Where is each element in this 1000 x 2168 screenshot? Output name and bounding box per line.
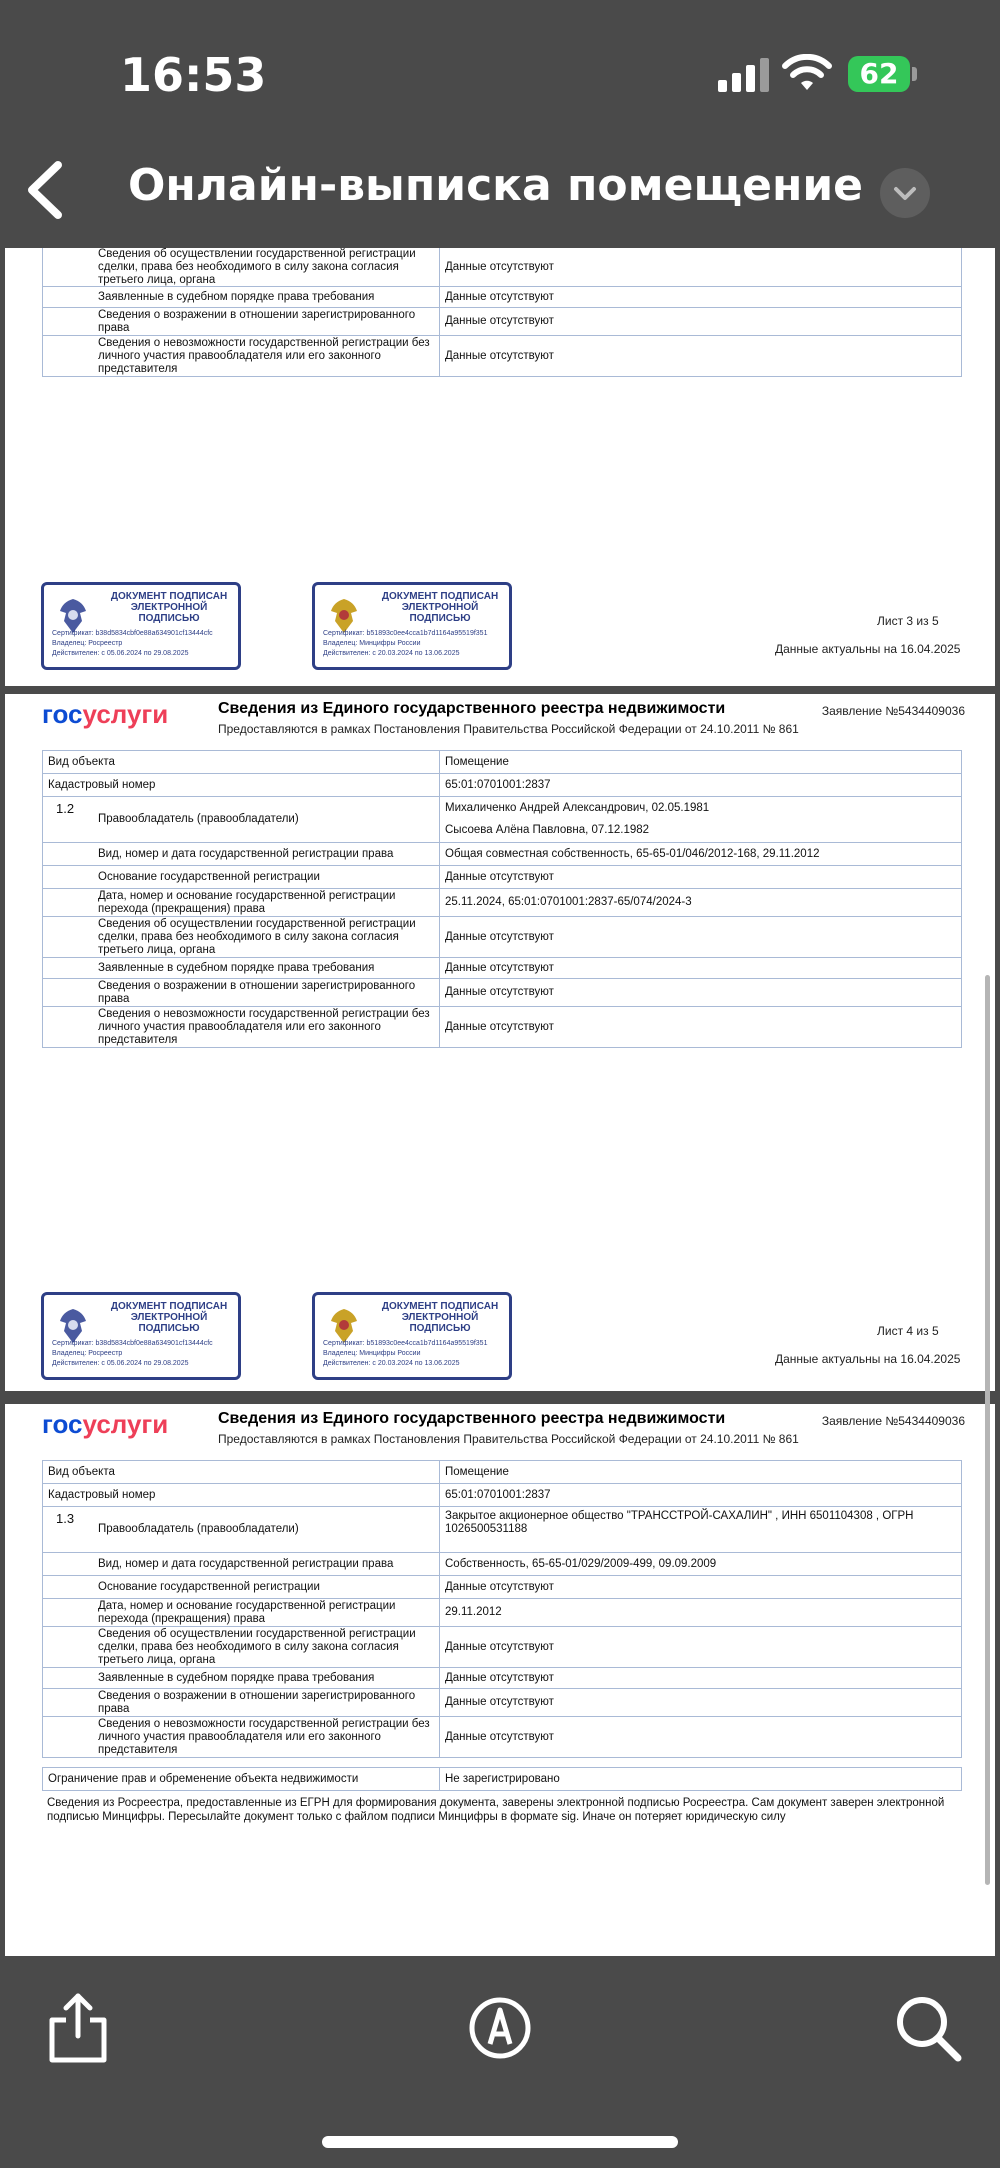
table-row <box>42 1575 962 1599</box>
section-number: 1.2 <box>56 801 75 816</box>
row-value: Данные отсутствуют <box>439 1627 961 1667</box>
stamp-title: ДОКУМЕНТ ПОДПИСАН ЭЛЕКТРОННОЙ ПОДПИСЬЮ <box>110 1301 228 1334</box>
data-actual-date: Данные актуальны на 16.04.2025 <box>775 642 961 656</box>
row-label: Вид объекта <box>48 755 115 768</box>
signature-stamp-rosreestr <box>41 582 241 670</box>
application-number: Заявление №5434409036 <box>821 1414 965 1428</box>
home-indicator[interactable] <box>322 2136 678 2148</box>
row-value: Данные отсутствуют <box>439 287 961 307</box>
status-time: 16:53 <box>120 48 267 102</box>
row-value: 29.11.2012 <box>439 1599 961 1626</box>
stamp-title: ДОКУМЕНТ ПОДПИСАН ЭЛЕКТРОННОЙ ПОДПИСЬЮ <box>381 591 499 624</box>
stamp-title: ДОКУМЕНТ ПОДПИСАН ЭЛЕКТРОННОЙ ПОДПИСЬЮ <box>110 591 228 624</box>
row-label: Сведения о возражении в отношении зарегистрированного права <box>98 308 416 334</box>
markup-icon[interactable] <box>460 1988 540 2068</box>
row-value: 25.11.2024, 65:01:0701001:2837-65/074/2024-3 <box>439 889 961 916</box>
row-value: Данные отсутствуют <box>439 866 961 888</box>
doc-header-subtitle: Предоставляются в рамках Постановления Правительства Российской Федерации от 24.10.2011 № 861 <box>218 1432 799 1446</box>
table-row <box>42 1006 962 1048</box>
row-value: Закрытое акционерное общество "ТРАНССТРОЙ-САХАЛИН" , ИНН 6501104308 , ОГРН 1026500531188 <box>439 1507 961 1552</box>
stamp-owner: Владелец: Минцифры России <box>323 640 421 647</box>
row-value: Помещение <box>439 1461 961 1483</box>
table-row <box>42 1667 962 1689</box>
row-label: Сведения о невозможности государственной регистрации без личного участия правообладателя или его законного представителя <box>98 336 430 375</box>
table-row <box>42 307 962 336</box>
doc-header-title: Сведения из Единого государственного реестра недвижимости <box>218 700 726 717</box>
table-row <box>42 286 962 308</box>
share-icon[interactable] <box>38 1988 118 2068</box>
doc-header-title: Сведения из Единого государственного реестра недвижимости <box>218 1410 726 1427</box>
row-label: Вид объекта <box>48 1465 115 1478</box>
battery-cap <box>912 67 917 81</box>
row-label: Сведения о невозможности государственной регистрации без личного участия правообладателя или его законного представителя <box>98 1007 430 1046</box>
row-label: Сведения о невозможности государственной регистрации без личного участия правообладателя или его законного представителя <box>98 1717 430 1756</box>
stamp-owner: Владелец: Минцифры России <box>323 1350 421 1357</box>
application-number: Заявление №5434409036 <box>821 704 965 718</box>
row-label: Заявленные в судебном порядке права требования <box>98 290 375 303</box>
section-number-column <box>42 796 93 1048</box>
document-page-5 <box>5 1404 995 1956</box>
row-label: Сведения о возражении в отношении зарегистрированного права <box>98 1689 416 1715</box>
owner-name: Михаличенко Андрей Александрович, 02.05.1981 <box>445 801 710 814</box>
table-row <box>42 842 962 866</box>
table-row <box>42 1767 962 1791</box>
table-row <box>42 796 962 843</box>
row-value: Данные отсутствуют <box>439 1007 961 1047</box>
stamp-owner: Владелец: Росреестр <box>52 1350 123 1357</box>
row-value: 65:01:0701001:2837 <box>439 774 961 796</box>
row-value: Данные отсутствуют <box>439 958 961 978</box>
sheet-number: Лист 4 из 5 <box>877 1324 939 1338</box>
row-label: Заявленные в судебном порядке права требования <box>98 1671 375 1684</box>
chevron-down-icon <box>880 168 930 218</box>
table-row <box>42 1716 962 1758</box>
document-title: Онлайн-выписка помещение <box>128 160 864 211</box>
signature-stamp-mincifry <box>312 1292 512 1380</box>
wifi-icon <box>782 54 832 94</box>
document-page-4 <box>5 694 995 1391</box>
table-row <box>42 916 962 958</box>
battery-icon <box>848 56 910 92</box>
table-row <box>42 1598 962 1627</box>
table-row <box>42 335 962 377</box>
owner-name: Сысоева Алёна Павловна, 07.12.1982 <box>445 824 650 837</box>
stamp-title: ДОКУМЕНТ ПОДПИСАН ЭЛЕКТРОННОЙ ПОДПИСЬЮ <box>381 1301 499 1334</box>
row-label: Заявленные в судебном порядке права требования <box>98 961 375 974</box>
row-value: Данные отсутствуют <box>439 308 961 335</box>
row-label: Основание государственной регистрации <box>98 1580 320 1593</box>
row-value: Данные отсутствуют <box>439 1689 961 1716</box>
table-row <box>42 1688 962 1717</box>
stamp-cert: Сертификат: b38d5834cbf0e88a634901cf13444cfc <box>52 630 213 637</box>
table-row <box>42 888 962 917</box>
row-value: Данные отсутствуют <box>439 979 961 1006</box>
stamp-valid: Действителен: с 05.06.2024 по 29.08.2025 <box>52 650 189 657</box>
stamp-cert: Сертификат: b38d5834cbf0e88a634901cf13444cfc <box>52 1340 213 1347</box>
title-menu-button[interactable] <box>880 168 930 218</box>
table-row <box>42 248 962 287</box>
table-row <box>42 1460 962 1484</box>
table-row <box>42 750 962 774</box>
row-label: Ограничение прав и обременение объекта недвижимости <box>48 1772 359 1785</box>
row-value: Общая совместная собственность, 65-65-01/046/2012-168, 29.11.2012 <box>439 843 961 865</box>
signature-stamp-mincifry <box>312 582 512 670</box>
row-label: Кадастровый номер <box>48 1488 156 1501</box>
row-value <box>439 797 961 842</box>
stamp-cert: Сертификат: b51893c0ee4cca1b7d1164a95519f351 <box>323 630 488 637</box>
row-label: Кадастровый номер <box>48 778 156 791</box>
row-label: Сведения об осуществлении государственной регистрации сделки, права без необходимого в силу закона согласия третьего лица, органа <box>98 917 416 956</box>
row-label: Правообладатель (правообладатели) <box>98 813 299 825</box>
table-row <box>42 978 962 1007</box>
row-value: Данные отсутствуют <box>439 917 961 957</box>
row-label: Вид, номер и дата государственной регистрации права <box>98 847 394 860</box>
row-label: Вид, номер и дата государственной регистрации права <box>98 1557 394 1570</box>
document-page-3 <box>5 248 995 686</box>
row-value: Собственность, 65-65-01/029/2009-499, 09.09.2009 <box>439 1553 961 1575</box>
stamp-valid: Действителен: с 20.03.2024 по 13.06.2025 <box>323 1360 460 1367</box>
table-row <box>42 1506 962 1553</box>
table-row <box>42 1626 962 1668</box>
stamp-cert: Сертификат: b51893c0ee4cca1b7d1164a95519f351 <box>323 1340 488 1347</box>
row-label: Дата, номер и основание государственной регистрации перехода (прекращения) права <box>98 1599 396 1625</box>
cellular-signal-icon <box>718 58 778 92</box>
row-value: Не зарегистрировано <box>439 1768 961 1790</box>
row-value: Данные отсутствуют <box>439 1576 961 1598</box>
sheet-number: Лист 3 из 5 <box>877 614 939 628</box>
row-value: Данные отсутствуют <box>439 1717 961 1757</box>
row-label: Правообладатель (правообладатели) <box>98 1523 299 1535</box>
table-row <box>42 773 962 797</box>
gosuslugi-logo: госуслуги <box>42 1409 169 1439</box>
signature-note: Сведения из Росреестра, предоставленные из ЕГРН для формирования документа, заверены электронной подписью Росреестра. Сам документ заверен электронной подписью Минцифры. Пересылайте документ только с файлом подписи Минцифры в формате sig. Иначе он потеряет юридическую силу <box>47 1797 945 1823</box>
doc-header-subtitle: Предоставляются в рамках Постановления Правительства Российской Федерации от 24.10.2011 № 861 <box>218 722 799 736</box>
row-value: Данные отсутствуют <box>439 248 961 286</box>
table-row <box>42 865 962 889</box>
table-row <box>42 957 962 979</box>
row-label: Основание государственной регистрации <box>98 870 320 883</box>
back-chevron-icon[interactable] <box>18 155 78 225</box>
row-value: Данные отсутствуют <box>439 1668 961 1688</box>
section-number: 1.3 <box>56 1511 75 1526</box>
row-label: Сведения об осуществлении государственной регистрации сделки, права без необходимого в силу закона согласия третьего лица, органа <box>98 247 416 286</box>
battery-level: 62 <box>859 57 899 90</box>
gosuslugi-logo: госуслуги <box>42 699 169 729</box>
row-label: Дата, номер и основание государственной регистрации перехода (прекращения) права <box>98 889 396 915</box>
stamp-valid: Действителен: с 05.06.2024 по 29.08.2025 <box>52 1360 189 1367</box>
table-row <box>42 1552 962 1576</box>
stamp-owner: Владелец: Росреестр <box>52 640 123 647</box>
status-bar <box>0 0 1000 150</box>
stamp-valid: Действителен: с 20.03.2024 по 13.06.2025 <box>323 650 460 657</box>
row-label: Сведения об осуществлении государственной регистрации сделки, права без необходимого в силу закона согласия третьего лица, органа <box>98 1627 416 1666</box>
section-number-column <box>42 1506 93 1758</box>
row-value: 65:01:0701001:2837 <box>439 1484 961 1506</box>
table-row <box>42 1483 962 1507</box>
row-value: Данные отсутствуют <box>439 336 961 376</box>
search-icon[interactable] <box>888 1988 968 2068</box>
row-label: Сведения о возражении в отношении зарегистрированного права <box>98 979 416 1005</box>
data-actual-date: Данные актуальны на 16.04.2025 <box>775 1352 961 1366</box>
row-value: Помещение <box>439 751 961 773</box>
section-number-column <box>42 248 93 377</box>
signature-stamp-rosreestr <box>41 1292 241 1380</box>
scroll-indicator[interactable] <box>985 975 990 1885</box>
